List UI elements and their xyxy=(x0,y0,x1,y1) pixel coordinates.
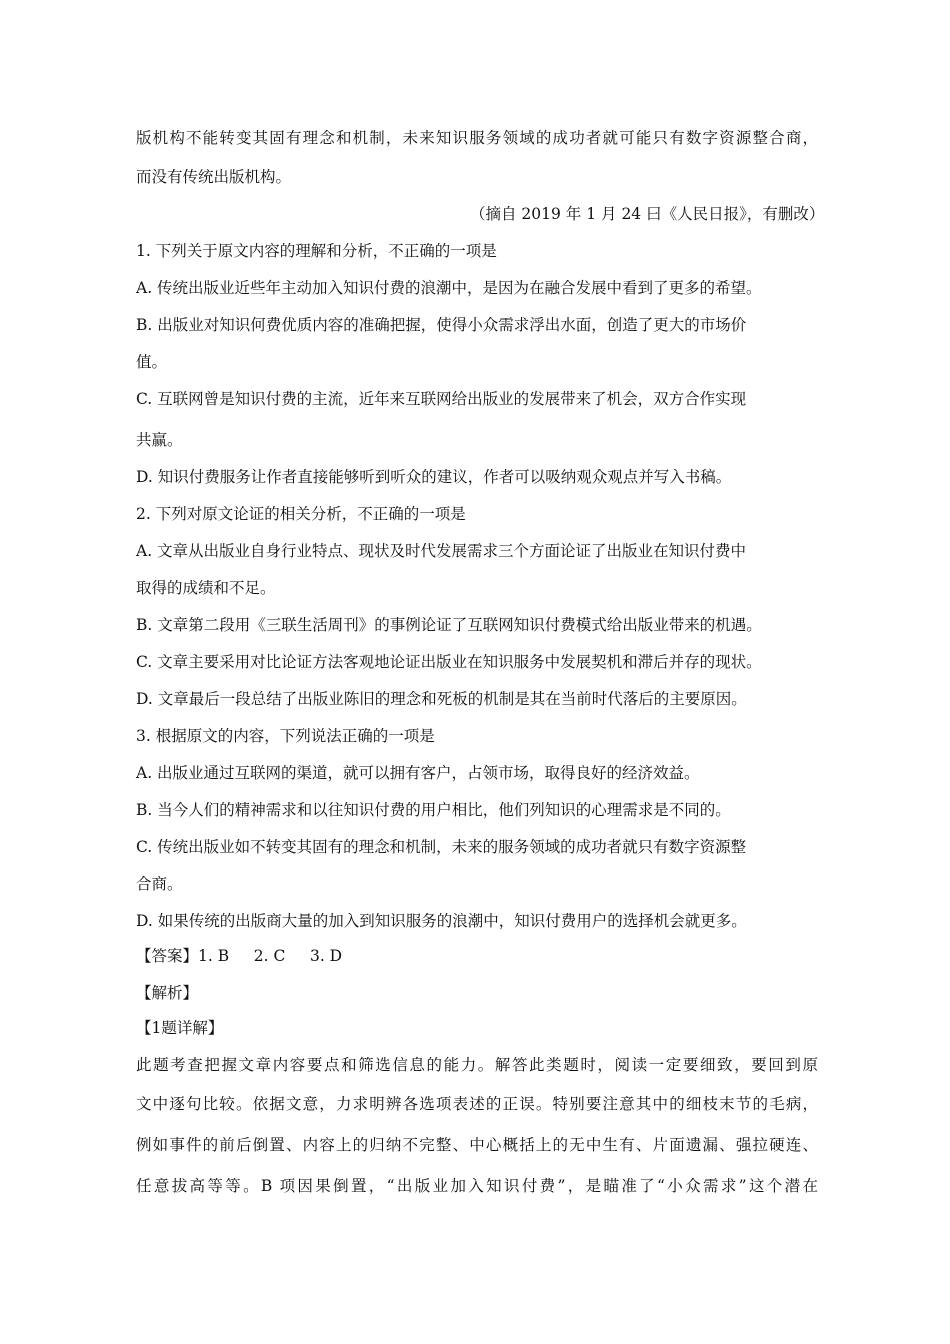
q2-option-d: D. 文章最后一段总结了出版业陈旧的理念和死板的机制是其在当前时代落后的主要原因。 xyxy=(136,690,747,708)
q2-stem: 2. 下列对原文论证的相关分析，不正确的一项是 xyxy=(136,505,466,523)
q3-option-b: B. 当今人们的精神需求和以往知识付费的用户相比，他们列知识的心理需求是不同的。 xyxy=(136,801,731,819)
q3-option-c-line2: 合商。 xyxy=(136,875,183,893)
intro-line-1: 版机构不能转变其固有理念和机制，未来知识服务领域的成功者就可能只有数字资源整合商， xyxy=(136,129,818,147)
q3-option-c-line1: C. 传统出版业如不转变其固有的理念和机制，未来的服务领域的成功者就只有数字资源整 xyxy=(136,838,747,856)
detail-para-line2: 文中逐句比较。依据文意，力求明辨各选项表述的正误。特别要注意其中的细枝末节的毛病， xyxy=(136,1095,818,1113)
q1-option-b-line2: 值。 xyxy=(136,353,168,371)
q3-stem: 3. 根据原文的内容，下列说法正确的一项是 xyxy=(136,727,435,745)
q1-option-c-line1: C. 互联网曾是知识付费的主流，近年来互联网给出版业的发展带来了机会，双方合作实现 xyxy=(136,390,747,408)
analysis-label: 【解析】 xyxy=(136,984,199,1002)
q3-option-d: D. 如果传统的出版商大量的加入到知识服务的浪潮中，知识付费用户的选择机会就更多。 xyxy=(136,912,747,930)
q1-option-c-line2: 共赢。 xyxy=(136,431,183,449)
q1-option-d: D. 知识付费服务让作者直接能够听到听众的建议，作者可以吸纳观众观点并写入书稿。 xyxy=(136,468,732,486)
q2-option-a-line1: A. 文章从出版业自身行业特点、现状及时代发展需求三个方面论证了出版业在知识付费中 xyxy=(136,542,747,560)
q1-option-b-line1: B. 出版业对知识何费优质内容的准确把握，使得小众需求浮出水面，创造了更大的市场价 xyxy=(136,316,747,334)
q1-stem: 1. 下列关于原文内容的理解和分析，不正确的一项是 xyxy=(136,242,497,260)
detail-label: 【1题详解】 xyxy=(136,1019,224,1037)
q2-option-c: C. 文章主要采用对比论证方法客观地论证出版业在知识服务中发展契机和滞后并存的现状。 xyxy=(136,653,762,671)
q2-option-a-line2: 取得的成绩和不足。 xyxy=(136,579,276,597)
intro-line-2: 而没有传统出版机构。 xyxy=(136,168,292,186)
q3-option-a: A. 出版业通过互联网的渠道，就可以拥有客户，占领市场，取得良好的经济效益。 xyxy=(136,764,700,782)
q1-option-a: A. 传统出版业近些年主动加入知识付费的浪潮中，是因为在融合发展中看到了更多的希望。 xyxy=(136,279,762,297)
detail-para-line4: 任意拔高等等。B 项因果倒置，“出版业加入知识付费”，是瞄准了“小众需求”这个潜在 xyxy=(136,1177,818,1195)
detail-para-line1: 此题考查把握文章内容要点和筛选信息的能力。解答此类题时，阅读一定要细致，要回到原 xyxy=(136,1056,818,1074)
q2-option-b: B. 文章第二段用《三联生活周刊》的事例论证了互联网知识付费模式给出版业带来的机遇。 xyxy=(136,616,762,634)
source-citation: （摘自 2019 年 1 月 24 曰《人民日报》，有删改） xyxy=(470,205,825,223)
answer-key: 【答案】1. B 2. C 3. D xyxy=(136,947,343,965)
detail-para-line3: 例如事件的前后倒置、内容上的归纳不完整、中心概括上的无中生有、片面遗漏、强拉硬连、 xyxy=(136,1136,818,1154)
